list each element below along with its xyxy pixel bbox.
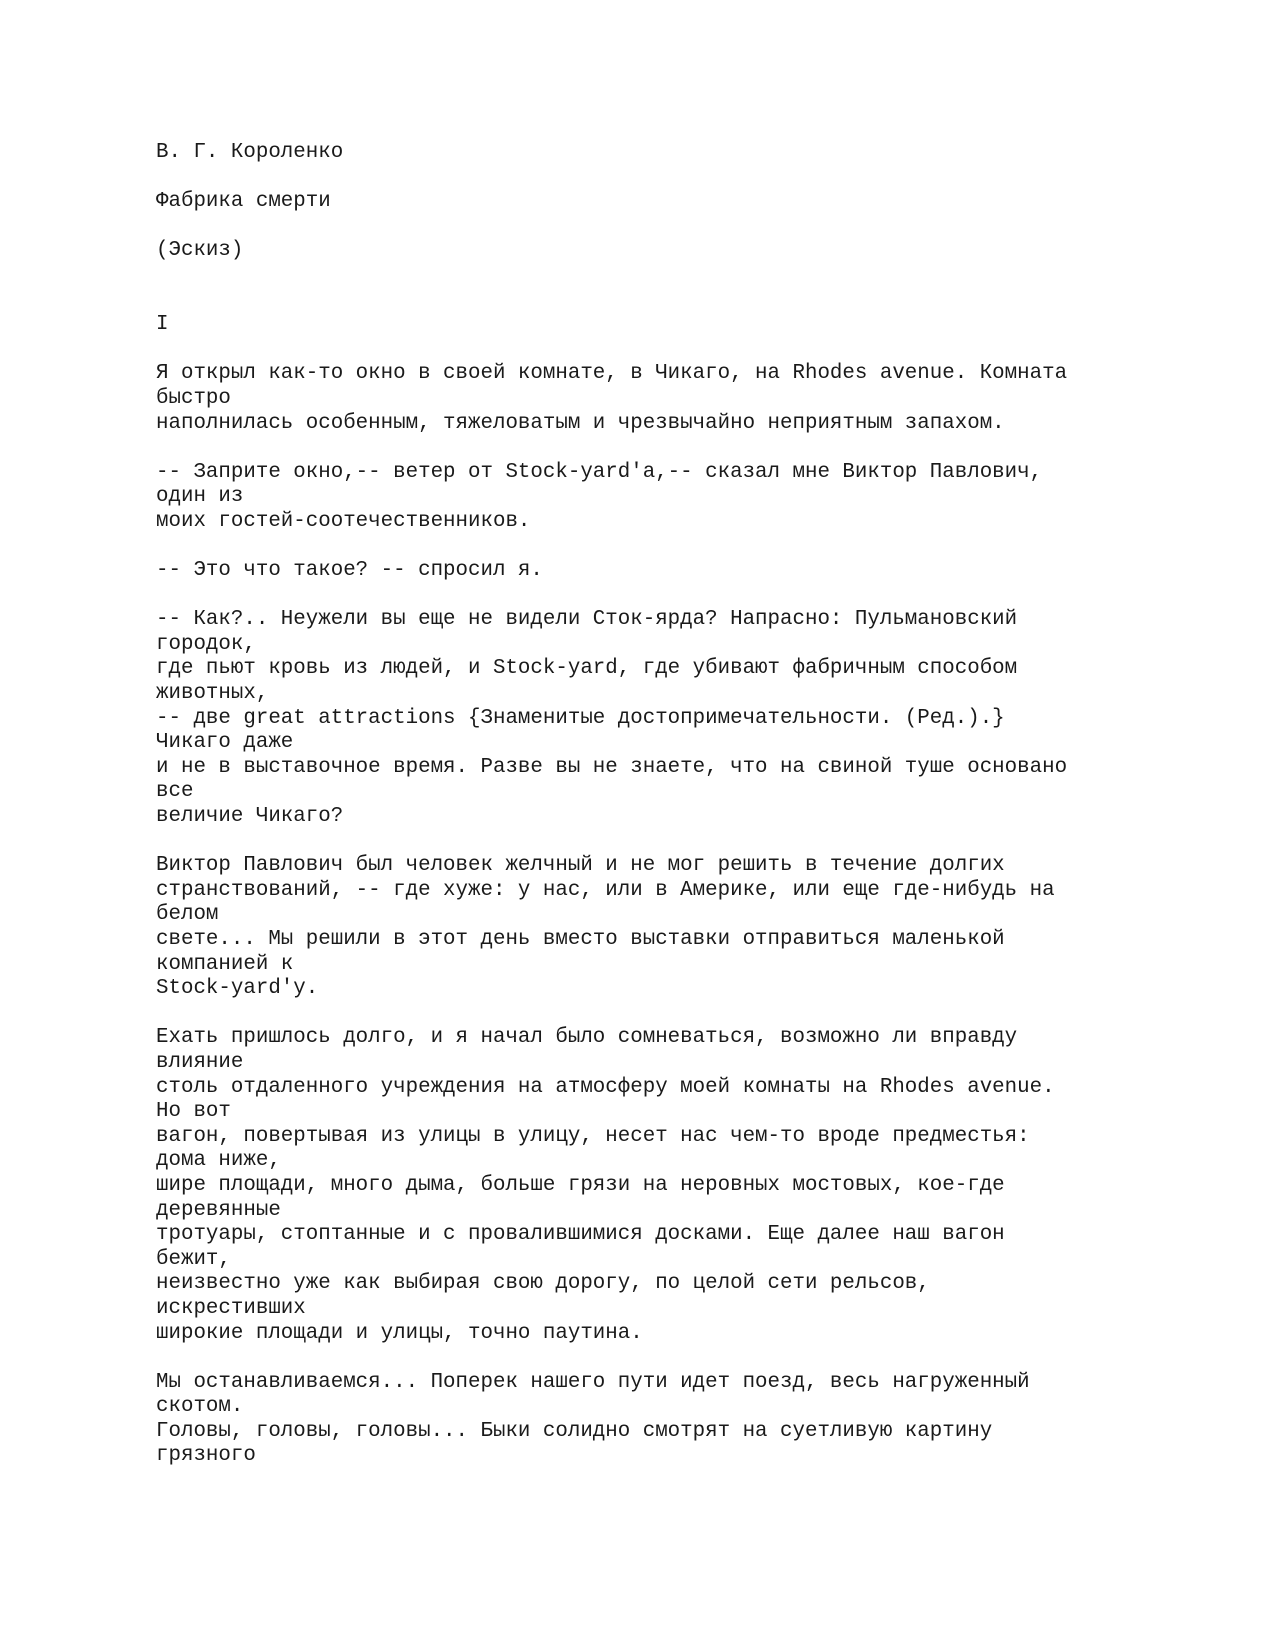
text-line: Я открыл как-то окно в своей комнате, в Чикаго, на Rhodes avenue. Комната xyxy=(156,362,1068,386)
text-line: белом xyxy=(156,903,219,927)
text-line: деревянные xyxy=(156,1198,281,1222)
text-line: -- Это что такое? -- спросил я. xyxy=(156,559,543,583)
blank-line xyxy=(156,215,1156,240)
text-line: Мы останавливаемся... Поперек нашего пути идет поезд, весь нагруженный xyxy=(156,1370,1030,1394)
blank-line xyxy=(156,584,1156,609)
text-line: дома ниже, xyxy=(156,1149,281,1173)
text-line: (Эскиз) xyxy=(156,239,244,263)
text-line: все xyxy=(156,780,194,804)
text-line: Фабрика смерти xyxy=(156,190,331,214)
blank-line xyxy=(156,264,1156,289)
blank-line xyxy=(156,289,1156,314)
text-line: Головы, головы, головы... Быки солидно смотрят на суетливую картину xyxy=(156,1419,993,1443)
blank-line xyxy=(156,166,1156,191)
text-line: Чикаго даже xyxy=(156,731,294,755)
text-line: где пьют кровь из людей, и Stock-yard, где убивают фабричным способом xyxy=(156,657,1018,681)
text-line: один из xyxy=(156,485,244,509)
text-line: I xyxy=(156,313,169,337)
text-line: свете... Мы решили в этот день вместо выставки отправиться маленькой xyxy=(156,928,1005,951)
text-line: Но вот xyxy=(156,1100,231,1124)
text-line: шире площади, много дыма, больше грязи на неровных мостовых, кое-где xyxy=(156,1173,1005,1197)
text-line: Ехать пришлось долго, и я начал было сомневаться, возможно ли вправду xyxy=(156,1026,1018,1050)
text-line: быстро xyxy=(156,386,231,410)
text-line: городок, xyxy=(156,632,256,656)
text-line: животных, xyxy=(156,682,269,706)
blank-line xyxy=(156,1346,1156,1371)
text-line: бежит, xyxy=(156,1247,231,1271)
text-line: Виктор Павлович был человек желчный и не мог решить в течение долгих xyxy=(156,854,1005,878)
text-line: -- Заприте окно,-- ветер от Stock-yard'a,-- сказал мне Виктор Павлович, xyxy=(156,460,1043,484)
text-line: столь отдаленного учреждения на атмосферу моей комнаты на Rhodes avenue. xyxy=(156,1075,1055,1099)
blank-line xyxy=(156,535,1156,560)
text-line: и не в выставочное время. Разве вы не знаете, что на свиной туше основано xyxy=(156,755,1068,779)
blank-line xyxy=(156,436,1156,461)
blank-line xyxy=(156,830,1156,855)
text-line: Stock-yard'у. xyxy=(156,977,319,1001)
text-line: -- две great attractions {Знаменитые достопримечательности. (Ред.).} xyxy=(156,706,1005,730)
text-line: вагон, повертывая из улицы в улицу, несет нас чем-то вроде предместья: xyxy=(156,1124,1030,1148)
blank-line xyxy=(156,338,1156,363)
text-line: величие Чикаго? xyxy=(156,805,344,829)
text-line: неизвестно уже как выбирая свою дорогу, по целой сети рельсов, xyxy=(156,1272,930,1296)
text-line: тротуары, стоптанные и с провалившимися досками. Еще далее наш вагон xyxy=(156,1223,1005,1247)
blank-line xyxy=(156,1002,1156,1027)
text-line: -- Как?.. Неужели вы еще не видели Сток-ярда? Напрасно: Пульмановский xyxy=(156,608,1018,632)
document-text xyxy=(156,141,1156,1469)
text-line: скотом. xyxy=(156,1395,244,1419)
text-line: компанией к xyxy=(156,952,294,976)
text-line: широкие площади и улицы, точно паутина. xyxy=(156,1321,643,1345)
text-line: моих гостей-соотечественников. xyxy=(156,509,531,533)
text-line: искрестивших xyxy=(156,1296,306,1320)
text-line: грязного xyxy=(156,1444,256,1468)
text-line: В. Г. Короленко xyxy=(156,141,344,164)
text-line: странствований, -- где хуже: у нас, или в Америке, или еще где-нибудь на xyxy=(156,878,1055,902)
text-line: влияние xyxy=(156,1050,244,1074)
text-line: наполнилась особенным, тяжеловатым и чрезвычайно неприятным запахом. xyxy=(156,411,1005,435)
